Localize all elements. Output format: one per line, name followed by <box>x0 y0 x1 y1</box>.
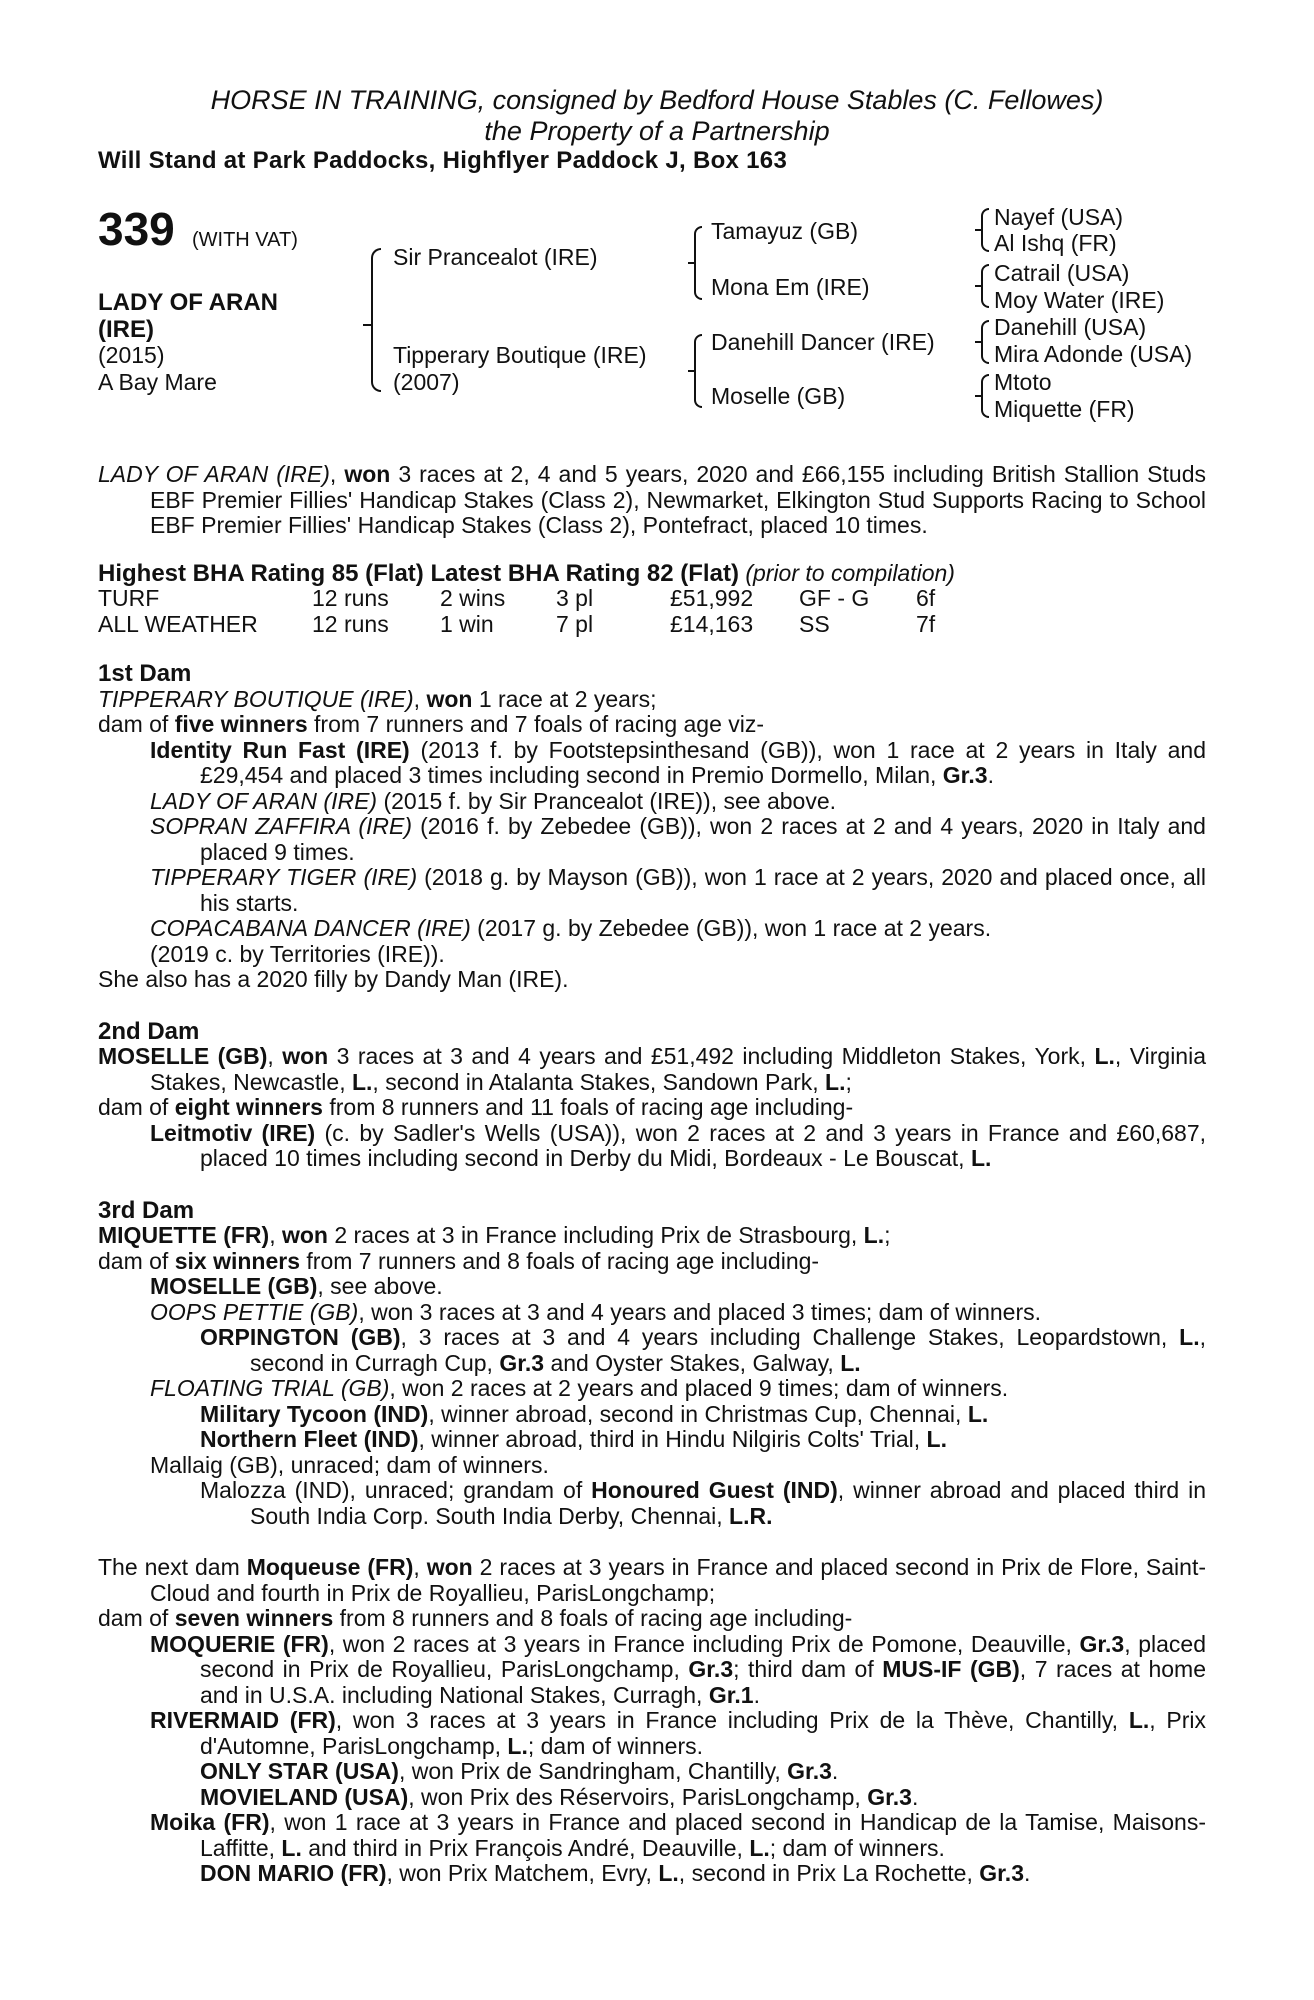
listed: L. <box>926 1426 947 1452</box>
text: , won Prix des Réservoirs, ParisLongchamp, <box>408 1783 868 1810</box>
prize-money: £14,163 <box>670 610 754 637</box>
ratings-row-turf <box>98 586 1206 612</box>
listed: L. <box>1179 1324 1200 1350</box>
produce-entry: Mallaig (GB), unraced; dam of winners. <box>150 1451 549 1478</box>
listed-restricted: L.R. <box>729 1502 773 1529</box>
dam-name: Moqueuse (FR) <box>246 1554 414 1580</box>
wins: 2 wins <box>440 585 506 611</box>
text: from 8 runners and 11 foals of racing age including- <box>322 1094 854 1120</box>
surface: TURF <box>98 585 160 611</box>
grade: Gr.3 <box>787 1758 832 1784</box>
produce-name: Military Tycoon (IND) <box>200 1400 429 1427</box>
listed: L. <box>1094 1043 1115 1069</box>
text: , won Prix de Sandringham, Chantilly, <box>398 1758 788 1784</box>
produce-name: Moika (FR) <box>150 1809 270 1835</box>
text: (2017 g. by Zebedee (GB)), won 1 race at 2 years. <box>470 915 992 941</box>
stand-location: Will Stand at Park Paddocks, Highflyer Paddock J, Box 163 <box>98 147 788 174</box>
listed: L. <box>1128 1707 1150 1733</box>
ggdam-4: Miquette (FR) <box>994 396 1135 422</box>
third-dam-produce-line <box>98 1249 1206 1275</box>
text: (c. by Sadler's Wells (USA)), won 2 races at 2 and 3 years in France and £60,687, placed 10 times including second in Derby du Midi, Bordeaux - Le Bouscat, <box>200 1119 1207 1171</box>
produce-entry <box>98 1300 1206 1326</box>
text: , Prix d'Automne, ParisLongchamp, <box>200 1707 1207 1759</box>
produce-entry <box>98 1376 1206 1402</box>
text: ; <box>845 1068 852 1095</box>
fourth-dam-produce-line <box>98 1606 1206 1632</box>
text: ; <box>884 1222 891 1248</box>
text: , won 3 races at 3 years in France including Prix de la Thève, Chantilly, <box>335 1707 1129 1733</box>
listed: L. <box>970 1145 992 1171</box>
produce-name: Northern Fleet (IND) <box>200 1426 419 1452</box>
text: . <box>987 762 994 788</box>
text: , 3 races at 3 and 4 years including Challenge Stakes, Leopardstown, <box>400 1324 1180 1350</box>
text: , second in Curragh Cup, <box>250 1324 1206 1376</box>
text: , winner abroad, third in Hindu Nilgiris Colts' Trial, <box>418 1426 927 1452</box>
text: and third in Prix François André, Deauville, <box>301 1834 750 1861</box>
text: , see above. <box>317 1273 443 1299</box>
runs: 12 runs <box>312 585 389 611</box>
dam-sire: Danehill Dancer (IRE) <box>711 329 935 355</box>
produce-entry <box>98 789 1206 815</box>
grade: Gr.1 <box>708 1681 754 1708</box>
first-dam-also: She also has a 2020 filly by Dandy Man (IRE). <box>98 966 569 992</box>
text: Malozza (IND), unraced; grandam of <box>200 1477 592 1503</box>
produce-entry <box>98 865 1206 916</box>
text: , 7 races at home and in U.S.A. including National Stakes, Curragh, <box>200 1656 1207 1708</box>
horse-year: (2015) <box>98 342 165 368</box>
property-line: the Property of a Partnership <box>484 116 830 146</box>
produce-entry <box>98 1121 1206 1172</box>
horse-name: LADY OF ARAN (IRE) <box>98 289 278 343</box>
brace-g34 <box>977 264 989 308</box>
runs: 12 runs <box>312 610 389 637</box>
produce-name: OOPS PETTIE (GB) <box>150 1298 359 1325</box>
produce-name: DON MARIO (FR) <box>200 1860 387 1886</box>
text: (2015 f. by Sir Prancealot (IRE)), see above. <box>377 787 837 814</box>
prize-money: £51,992 <box>670 585 754 611</box>
first-dam-heading: 1st Dam <box>98 660 192 687</box>
text: , won 3 races at 3 and 4 years and placed 3 times; dam of winners. <box>358 1298 1042 1325</box>
brace-sire-parents <box>690 226 702 300</box>
text: 1 race at 2 years; <box>472 685 657 712</box>
pedigree-brace-dam <box>371 324 381 392</box>
second-dam-produce-line <box>98 1095 1206 1121</box>
listed: L. <box>507 1732 528 1759</box>
produce-name: FLOATING TRIAL (GB) <box>150 1375 390 1401</box>
dam-name: MIQUETTE (FR) <box>98 1222 270 1248</box>
brace-g56 <box>977 320 989 364</box>
produce-name: TIPPERARY TIGER (IRE) <box>150 864 418 890</box>
text: (2018 g. by Mayson (GB)), won 1 race at 2 years, 2020 and placed once, all his starts. <box>200 864 1206 916</box>
produce-name: ORPINGTON (GB) <box>200 1324 401 1350</box>
text: , winner abroad and placed third in South India Corp. South India Derby, Chennai, <box>250 1477 1206 1529</box>
text: from 8 runners and 8 foals of racing age including- <box>333 1605 853 1631</box>
text: , placed second in Prix de Royallieu, ParisLongchamp, <box>200 1630 1206 1682</box>
text: , Virginia Stakes, Newcastle, <box>150 1043 1206 1095</box>
won: won <box>282 1043 329 1069</box>
summary-won: won <box>344 461 391 487</box>
distance: 7f <box>916 610 936 637</box>
text: (2016 f. by Zebedee (GB)), won 2 races at 2 and 4 years, 2020 in Italy and placed 9 times. <box>200 813 1206 865</box>
consignor-line: HORSE IN TRAINING, consigned by Bedford House Stables (C. Fellowes) <box>210 85 1104 115</box>
produce-entry <box>98 1274 1206 1300</box>
won: won <box>426 1554 473 1580</box>
produce-entry <box>98 738 1206 789</box>
placed: 3 pl <box>556 585 594 611</box>
grade: Gr.3 <box>867 1783 912 1810</box>
ratings-block <box>98 561 1206 638</box>
produce-name: MOVIELAND (USA) <box>200 1783 409 1810</box>
text: dam of <box>98 1094 175 1120</box>
ggsire-1: Nayef (USA) <box>994 204 1124 230</box>
race-summary: LADY OF ARAN (IRE), won 3 races at 2, 4 and 5 years, 2020 and £66,155 including British Stallion Studs EBF Premier Fillies' Handicap Stakes (Class 2), Newmarket, Elkington Stud Supports Racing to School EBF Premier Fillies' Handicap Stakes (Class 2), Pontefract, placed 10 times. <box>98 461 1206 538</box>
listed: L. <box>749 1834 770 1861</box>
ggdam-3: Mira Adonde (USA) <box>994 341 1193 367</box>
produce-entry <box>98 1810 1206 1861</box>
dam-year: (2007) <box>393 369 460 395</box>
produce-entry <box>98 1402 1206 1428</box>
ggdam-1: Al Ishq (FR) <box>994 230 1117 256</box>
produce-entry: DON MARIO (FR), won Prix Matchem, Evry, L., second in Prix La Rochette, Gr.3. <box>200 1860 1031 1886</box>
first-dam-produce-line <box>98 712 1206 738</box>
going: GF - G <box>799 585 870 611</box>
text: dam of <box>98 1605 175 1631</box>
catalogue-body <box>98 462 1206 1887</box>
listed: L. <box>840 1349 861 1376</box>
produce-name: Leitmotiv (IRE) <box>150 1119 316 1146</box>
produce-entry: ONLY STAR (USA), won Prix de Sandringham, Chantilly, Gr.3. <box>200 1758 839 1784</box>
produce-entry <box>98 1708 1206 1759</box>
grade: Gr.3 <box>688 1656 734 1682</box>
dam-name: TIPPERARY BOUTIQUE (IRE) <box>98 685 414 712</box>
produce-name: COPACABANA DANCER (IRE) <box>150 915 471 941</box>
text: from 7 runners and 7 foals of racing age viz- <box>307 711 765 737</box>
text: , won 2 races at 3 years in France including Prix de Pomone, Deauville, <box>328 1630 1080 1657</box>
surface: ALL WEATHER <box>98 610 258 637</box>
produce-name: MUS-IF (GB) <box>882 1656 1020 1682</box>
produce-name: Identity Run Fast (IRE) <box>150 736 410 763</box>
produce-name: Honoured Guest (IND) <box>591 1477 838 1503</box>
listed: L. <box>967 1400 989 1427</box>
ratings-note: (prior to compilation) <box>745 559 955 586</box>
lot-number: 339 <box>98 203 175 255</box>
ggsire-2: Catrail (USA) <box>994 260 1130 286</box>
text: 3 races at 3 and 4 years and £51,492 including Middleton Stakes, York, <box>328 1043 1095 1069</box>
produce-entry <box>98 1478 1206 1529</box>
pedigree-brace-sire <box>371 248 381 326</box>
produce-entry <box>98 814 1206 865</box>
wins: 1 win <box>440 610 494 637</box>
text: dam of <box>98 1247 175 1274</box>
text: from 7 runners and 8 foals of racing age including- <box>300 1247 820 1274</box>
grade: Gr.3 <box>1079 1630 1125 1657</box>
sire-name: Sir Prancealot (IRE) <box>393 244 598 270</box>
text: ; dam of winners. <box>769 1834 945 1861</box>
ggdam-2: Moy Water (IRE) <box>994 287 1165 313</box>
dam-name: Tipperary Boutique (IRE) <box>393 342 647 368</box>
distance: 6f <box>916 585 936 611</box>
listed: L. <box>863 1222 885 1248</box>
produce-name: SOPRAN ZAFFIRA (IRE) <box>150 813 413 839</box>
winners-count: six winners <box>174 1247 300 1274</box>
third-dam-heading: 3rd Dam <box>98 1196 195 1224</box>
listed: L. <box>658 1860 679 1886</box>
sire-dam: Mona Em (IRE) <box>711 274 870 300</box>
grade: Gr.3 <box>942 762 988 788</box>
produce-entry <box>98 1427 1206 1453</box>
text: , second in Atalanta Stakes, Sandown Park, <box>372 1068 826 1095</box>
vat-note: (WITH VAT) <box>192 229 298 251</box>
listed: L. <box>351 1068 373 1095</box>
dam-name: MOSELLE (GB) <box>98 1043 268 1069</box>
second-dam-heading: 2nd Dam <box>98 1017 200 1045</box>
text: , won 2 races at 2 years and placed 9 times; dam of winners. <box>389 1375 1009 1401</box>
summary-horse-name: LADY OF ARAN (IRE) <box>98 461 330 487</box>
fourth-dam-line: The next dam Moqueuse (FR), won 2 races at 3 years in France and placed second in Prix de Flore, Saint-Cloud and fourth in Prix de Royallieu, ParisLongchamp; <box>98 1554 1206 1606</box>
produce-entry <box>98 1325 1206 1376</box>
winners-count: seven winners <box>174 1605 334 1631</box>
third-dam-line: MIQUETTE (FR), won 2 races at 3 in France including Prix de Strasbourg, L.; <box>98 1222 891 1248</box>
text: , won Prix Matchem, Evry, <box>386 1860 659 1886</box>
produce-name: MOSELLE (GB) <box>150 1273 318 1299</box>
dam-dam: Moselle (GB) <box>711 383 846 409</box>
sire-sire: Tamayuz (GB) <box>711 218 858 244</box>
text: ; dam of winners. <box>527 1732 703 1759</box>
ratings-title-line <box>98 561 1206 587</box>
winners-count: eight winners <box>174 1094 323 1120</box>
brace-dam-parents <box>690 334 702 408</box>
text: 2 races at 3 years in France and placed second in Prix de Flore, Saint-Cloud and fourth in Prix de Royallieu, ParisLongchamp; <box>150 1554 1206 1606</box>
text: (2013 f. by Footstepsinthesand (GB)), won 1 race at 2 years in Italy and £29,454 and placed 3 times including second in Premio Dormello, Milan, <box>200 736 1206 788</box>
produce-entry: MOVIELAND (USA), won Prix des Réservoirs, ParisLongchamp, Gr.3. <box>200 1783 919 1810</box>
won: won <box>426 685 473 712</box>
text: dam of <box>98 711 175 737</box>
grade: Gr.3 <box>499 1349 545 1376</box>
brace-g78 <box>977 374 989 418</box>
horse-description: A Bay Mare <box>98 369 217 395</box>
summary-text: 3 races at 2, 4 and 5 years, 2020 and £66,155 including British Stallion Studs EBF Premier Fillies' Handicap Stakes (Class 2), Newmarket, Elkington Stud Supports Racing to School EBF Premier Fillies' Handicap Stakes (Class 2), Pontefract, placed 10 times. <box>150 461 1206 538</box>
produce-entry: (2019 c. by Territories (IRE)). <box>150 940 445 967</box>
listed: L. <box>281 1834 302 1861</box>
produce-name: LADY OF ARAN (IRE) <box>150 787 378 814</box>
winners-count: five winners <box>174 711 308 737</box>
first-dam-line: TIPPERARY BOUTIQUE (IRE), won 1 race at 2 years; <box>98 685 657 712</box>
text: 2 races at 3 in France including Prix de Strasbourg, <box>327 1222 864 1248</box>
produce-entry: MOQUERIE (FR), won 2 races at 3 years in France including Prix de Pomone, Deauville, Gr.3, placed second in Prix de Royallieu, ParisLongchamp, Gr.3; third dam of MUS-IF (GB), 7 races at home and in U.S.A. including National Stakes, Curragh, Gr.1. <box>150 1630 1207 1708</box>
second-dam-line: MOSELLE (GB), won 3 races at 3 and 4 years and £51,492 including Middleton Stakes, York, L., Virginia Stakes, Newcastle, L., second in Atalanta Stakes, Sandown Park, L.; <box>98 1043 1206 1095</box>
text: , winner abroad, second in Christmas Cup, Chennai, <box>428 1400 968 1427</box>
text: and Oyster Stakes, Galway, <box>544 1349 841 1376</box>
grade: Gr.3 <box>979 1860 1024 1886</box>
ratings-title: Highest BHA Rating 85 (Flat) Latest BHA Rating 82 (Flat) <box>98 559 739 587</box>
placed: 7 pl <box>556 610 594 637</box>
ggsire-4: Mtoto <box>994 369 1052 395</box>
listed: L. <box>825 1068 846 1095</box>
ratings-row-aw <box>98 612 1206 638</box>
brace-g12 <box>977 208 989 252</box>
text: ; third dam of <box>733 1656 883 1682</box>
produce-entry <box>98 916 1206 942</box>
won: won <box>281 1222 328 1248</box>
going: SS <box>799 610 830 637</box>
text: , won 1 race at 3 years in France and placed second in Handicap de la Tamise, Maisons-Laffitte, <box>200 1809 1206 1861</box>
ggsire-3: Danehill (USA) <box>994 314 1147 340</box>
produce-name: RIVERMAID (FR) <box>150 1707 336 1733</box>
produce-name: ONLY STAR (USA) <box>200 1758 399 1784</box>
text: The next dam <box>98 1554 247 1580</box>
text: , second in Prix La Rochette, <box>678 1860 980 1886</box>
produce-name: MOQUERIE (FR) <box>150 1630 329 1657</box>
